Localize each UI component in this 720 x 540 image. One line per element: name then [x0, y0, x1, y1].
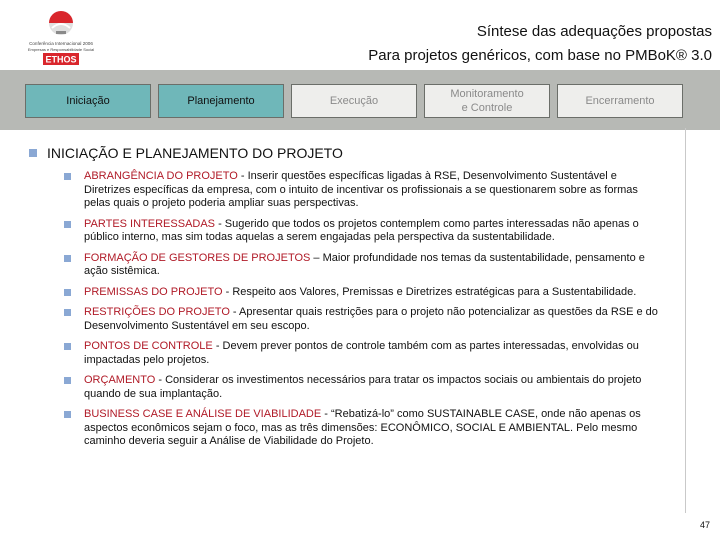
ethos-logo: [6, 6, 116, 70]
item-title: RESTRIÇÕES DO PROJETO: [84, 306, 230, 318]
item-text: - Sugerido que todos os projetos contemplem como partes interessadas não apenas o público interno, mas sim todas aquelas a serem engajadas pela perspectiva da sustentabilidade.: [84, 217, 639, 243]
square-bullet-icon: [64, 289, 71, 296]
list-item: [64, 408, 664, 449]
content-divider: [685, 128, 686, 513]
phase-planejamento: [158, 84, 284, 118]
item-title: PONTOS DE CONTROLE: [84, 340, 213, 352]
square-bullet-icon: [64, 221, 71, 228]
item-text: - Devem prever pontos de controle também com as partes interessadas, envolvidas ou impactadas pelo projetos.: [84, 340, 639, 366]
square-bullet-icon: [64, 377, 71, 384]
item-text: - Respeito aos Valores, Premissas e Diretrizes estratégicas para a Sustentabilidade.: [222, 285, 637, 298]
square-bullet-icon: [64, 343, 71, 350]
phase-label: Encerramento: [585, 95, 655, 107]
item-text: - Inserir questões específicas ligadas à RSE, Desenvolvimento Sustentável e Diretrizes específicas da empresa, com o intuito de incentivar os profissionais a se questionarem sobre as formas pelas quais o projeto poderia ampliar suas perspectivas.: [84, 170, 638, 209]
item-text: - Apresentar quais restrições para o projeto não potencializar as questões da RSE e do Desenvolvimento Sustentável em seu escopo.: [84, 306, 658, 332]
logo-line1: Conferência Internacional 2006: [29, 41, 93, 46]
page-number: 47: [699, 520, 710, 530]
list-item: [64, 170, 664, 211]
title-line-1: Síntese das adequações propostas: [476, 23, 712, 40]
item-title: BUSINESS CASE E ANÁLISE DE VIABILIDADE: [84, 408, 322, 420]
list-item: [64, 252, 664, 279]
list-item: [64, 306, 664, 333]
phase-label: Iniciação: [66, 95, 110, 107]
phase-label: Planejamento: [187, 95, 255, 107]
square-bullet-icon: [64, 411, 71, 418]
phase-label: Execução: [329, 95, 379, 107]
list-item: [64, 340, 664, 367]
slide-header: [0, 0, 720, 76]
phase-execucao: [291, 84, 417, 118]
item-title: PARTES INTERESSADAS: [84, 217, 216, 230]
phase-label: Monitoramento e Controle: [450, 88, 524, 114]
section-title: [29, 145, 343, 161]
list-item: [64, 374, 664, 401]
phase-monitoramento: [424, 84, 550, 118]
item-title: PREMISSAS DO PROJETO: [84, 285, 223, 298]
item-title: ORÇAMENTO: [84, 374, 156, 386]
item-text: - Considerar os investimentos necessários para tratar os impactos sociais ou ambientais do projeto quando de sua implantação.: [84, 374, 642, 400]
list-item: [64, 286, 664, 300]
list-item: [64, 218, 664, 245]
item-list: [64, 170, 664, 449]
item-title: ABRANGÊNCIA DO PROJETO: [84, 170, 238, 182]
square-bullet-icon: [64, 309, 71, 316]
square-bullet-icon: [64, 173, 71, 180]
phase-iniciacao: [25, 84, 151, 118]
square-bullet-icon: [29, 149, 37, 157]
logo-line2: Empresas e Responsabilidade Social: [27, 47, 95, 52]
title-line-2: Para projetos genéricos, com base no PMBoK® 3.0: [368, 47, 712, 64]
item-text: – Maior profundidade nos temas da sustentabilidade, pensamento e ação sistêmica.: [84, 251, 645, 277]
item-title: FORMAÇÃO DE GESTORES DE PROJETOS: [84, 251, 311, 264]
square-bullet-icon: [64, 255, 71, 262]
section-title-text: INICIAÇÃO E PLANEJAMENTO DO PROJETO: [47, 145, 343, 161]
item-text: - “Rebatizá-lo” como SUSTAINABLE CASE, onde não apenas os aspectos econômicos sejam o foco, mas as três dimensões: ECONÔMICO, SOCIAL E AMBIENTAL. Pelo mesmo caminho deveria seguir a Análise de Viabilidade do Projeto.: [84, 408, 641, 447]
logo-brand: ETHOS: [45, 54, 77, 65]
phase-encerramento: [557, 84, 683, 118]
